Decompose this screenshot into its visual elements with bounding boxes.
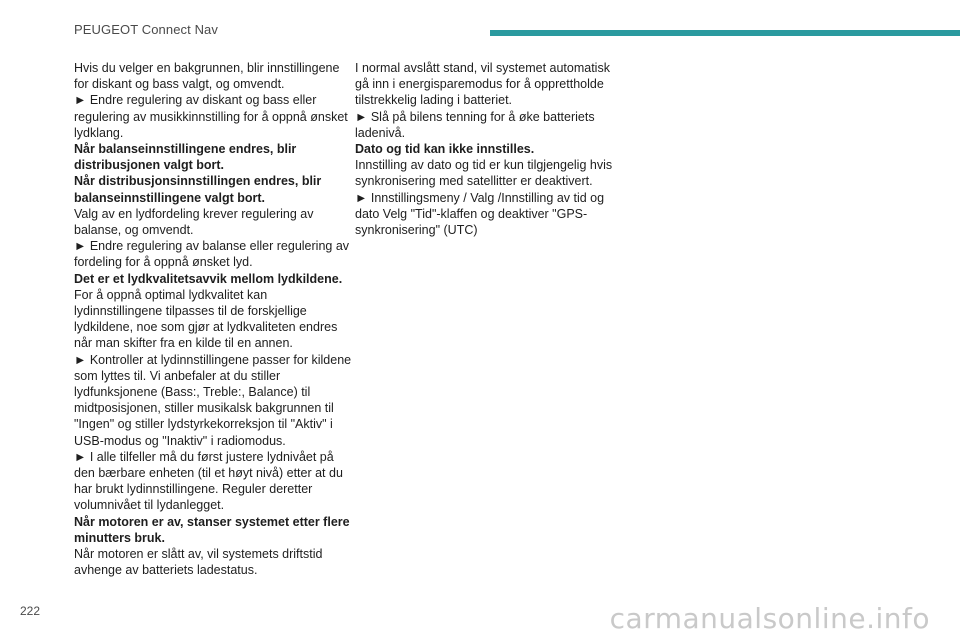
paragraph: Hvis du velger en bakgrunnen, blir innstillingene for diskant og bass valgt, og omvendt. — [74, 61, 340, 92]
paragraph: ► Endre regulering av balanse eller regulering av fordeling for å oppnå ønsket lyd. — [74, 239, 350, 270]
paragraph: ► Endre regulering av diskant og bass eller regulering av musikkinnstilling for å oppnå ønsket lydklang. — [74, 93, 348, 140]
watermark-text: carmanualsonline.info — [609, 602, 930, 635]
paragraph: ► Innstillingsmeny / Valg /Innstilling av tid og dato Velg "Tid"-klaffen og deaktiver "GPS-synkronisering" (UTC) — [355, 190, 605, 238]
paragraph: ► Slå på bilens tenning for å øke batteriets ladenivå. — [355, 109, 595, 140]
paragraph-heading: Det er et lydkvalitetsavvik mellom lydkildene. — [74, 271, 343, 286]
paragraph: Valg av en lydfordeling krever regulering av balanse, og omvendt. — [74, 206, 314, 238]
paragraph: ► Kontroller at lydinnstillingene passer for kildene som lyttes til. Vi anbefaler at du stiller lydfunksjonene (Bass:, Treble:, Balance) til midtposisjonen, stiller musikalsk bakgrunnen til "Ingen" og stiller lydstyrkekorreksjon til "Aktiv" i USB-modus og "Inaktiv" i radiomodus. — [74, 352, 352, 448]
paragraph: I normal avslått stand, vil systemet automatisk gå inn i energisparemodus for å opprettholde tilstrekkelig lading i batteriet. — [355, 61, 610, 108]
header-accent-bar — [490, 30, 960, 36]
paragraph: ► I alle tilfeller må du først justere lydnivået på den bærbare enheten (til et høyt nivå) etter at du har brukt lydinnstillingene. Reguler deretter volumnivået til lydanlegget. — [74, 449, 343, 513]
left-column — [74, 60, 356, 579]
paragraph: Innstilling av dato og tid er kun tilgjengelig hvis synkronisering med satellitter er deaktivert. — [355, 158, 613, 189]
paragraph-heading: Dato og tid kan ikke innstilles. — [355, 142, 535, 157]
right-column — [355, 60, 625, 238]
header-title: PEUGEOT Connect Nav — [74, 22, 218, 37]
page-number: 222 — [20, 604, 41, 618]
paragraph-heading: Når motoren er av, stanser systemet etter flere minutters bruk. — [74, 514, 350, 545]
paragraph: Når motoren er slått av, vil systemets driftstid avhenge av batteriets ladestatus. — [74, 547, 323, 578]
paragraph: For å oppnå optimal lydkvalitet kan lydinnstillingene tilpasses til de forskjellige lydkildene, noe som gjør at lydkvaliteten endres når man skifter fra en kilde til en annen. — [74, 287, 338, 351]
paragraph-heading: Når balanseinnstillingene endres, blir distribusjonen valgt bort. — [74, 142, 297, 173]
paragraph-heading: Når distribusjonsinnstillingen endres, blir balanseinnstillingene valgt bort. — [74, 174, 322, 205]
